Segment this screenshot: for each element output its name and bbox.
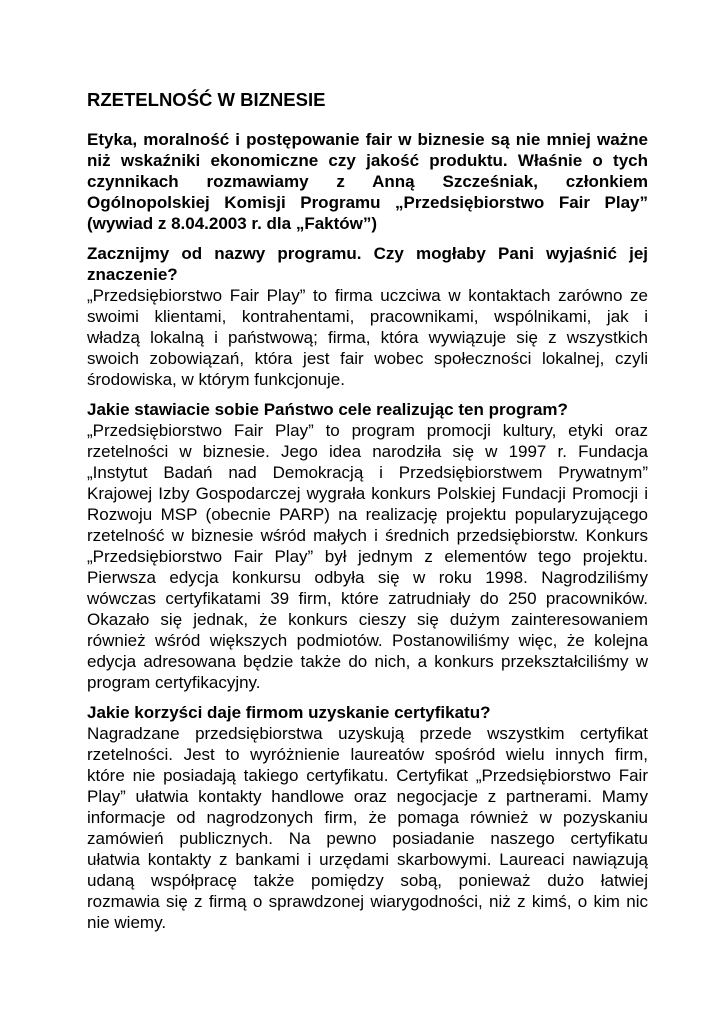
text-line: Jakie stawiacie sobie Państwo cele realizując ten program?	[87, 400, 568, 419]
text-line: swoimi klientami, kontrahentami, pracownikami, wspólnikami, jak i	[87, 307, 648, 326]
question	[87, 399, 648, 420]
lead-text	[87, 129, 648, 234]
text-line: Play” ułatwia kontakty handlowe oraz negocjacje z partnerami. Mamy	[87, 787, 648, 806]
text-line: Krajowej Izby Gospodarczej wygrała konkurs Polskiej Fundacji Promocji i	[87, 484, 648, 503]
text-line: Okazało się jednak, że konkurs cieszy się dużym zainteresowaniem	[87, 610, 648, 629]
text-line: środowiska, w którym funkcjonuje.	[87, 370, 345, 389]
text-line: niż wskaźniki ekonomiczne czy jakość produktu. Właśnie o tych	[87, 151, 648, 170]
text-line: władzą lokalną i państwową; firma, która wywiązuje się z wszystkich	[87, 328, 648, 347]
text-line: Rozwoju MSP (obecnie PARP) na realizację projektu popularyzującego	[87, 505, 648, 524]
text-line: informacje od nagrodzonych firm, że pomaga również w pozyskaniu	[87, 808, 648, 827]
lead-paragraph	[87, 129, 648, 234]
text-line: Jakie korzyści daje firmom uzyskanie certyfikatu?	[87, 703, 491, 722]
text-line: rzetelności. Jest to wyróżnienie laureatów spośród wielu innych firm,	[87, 745, 648, 764]
text-line: które nie posiadają takiego certyfikatu. Certyfikat „Przedsiębiorstwo Fair	[87, 766, 648, 785]
question	[87, 243, 648, 285]
answer	[87, 723, 648, 933]
text-line: „Przedsiębiorstwo Fair Play” to program promocji kultury, etyki oraz	[87, 421, 648, 440]
question	[87, 702, 648, 723]
text-line: rozmawia się z firmą o sprawdzonej wiarygodności, niż z kimś, o kim nic	[87, 892, 648, 911]
text-line: udaną współpracę także pomiędzy sobą, ponieważ dużo łatwiej	[87, 871, 648, 890]
text-line: również wśród większych podmiotów. Postanowiliśmy więc, że kolejna	[87, 631, 648, 650]
qa-section	[87, 702, 648, 933]
text-line: wówczas certyfikatami 39 firm, które zatrudniały do 250 pracowników.	[87, 589, 648, 608]
text-line: czynnikach rozmawiamy z Anną Szcześniak, członkiem	[87, 172, 648, 191]
qa-section	[87, 243, 648, 390]
text-line: „Przedsiębiorstwo Fair Play” był jednym z elementów tego projektu.	[87, 547, 648, 566]
text-line: „Instytut Badań nad Demokracją i Przedsiębiorstwem Prywatnym”	[87, 463, 648, 482]
text-line: „Przedsiębiorstwo Fair Play” to firma uczciwa w kontaktach zarówno ze	[87, 286, 648, 305]
text-line: Pierwsza edycja konkursu odbyła się w roku 1998. Nagrodziliśmy	[87, 568, 648, 587]
answer	[87, 285, 648, 390]
text-line: swoich zobowiązań, która jest fair wobec społeczności lokalnej, czyli	[87, 349, 648, 368]
text-line: Zacznijmy od nazwy programu. Czy mogłaby Pani wyjaśnić jej	[87, 244, 648, 263]
text-line: program certyfikacyjny.	[87, 673, 261, 692]
qa-section	[87, 399, 648, 693]
document-title: RZETELNOŚĆ W BIZNESIE	[87, 89, 326, 110]
text-line: nie wiemy.	[87, 913, 167, 932]
text-line: Etyka, moralność i postępowanie fair w biznesie są nie mniej ważne	[87, 130, 648, 149]
text-line: edycja adresowana będzie także do nich, a konkurs przekształciliśmy w	[87, 652, 648, 671]
text-line: zamówień publicznych. Na pewno posiadanie naszego certyfikatu	[87, 829, 648, 848]
text-line: Nagradzane przedsiębiorstwa uzyskują przede wszystkim certyfikat	[87, 724, 648, 743]
text-line: znaczenie?	[87, 265, 178, 284]
answer	[87, 420, 648, 693]
text-line: (wywiad z 8.04.2003 r. dla „Faktów”)	[87, 214, 378, 233]
text-line: rzetelności w biznesie. Jego idea narodziła się w 1997 r. Fundacja	[87, 442, 648, 461]
text-line: ułatwia kontakty z bankami i urzędami skarbowymi. Laureaci nawiązują	[87, 850, 648, 869]
text-line: rzetelność w biznesie wśród małych i średnich przedsiębiorstw. Konkurs	[87, 526, 648, 545]
text-line: Ogólnopolskiej Komisji Programu „Przedsiębiorstwo Fair Play”	[87, 193, 648, 212]
document-body	[87, 129, 648, 933]
